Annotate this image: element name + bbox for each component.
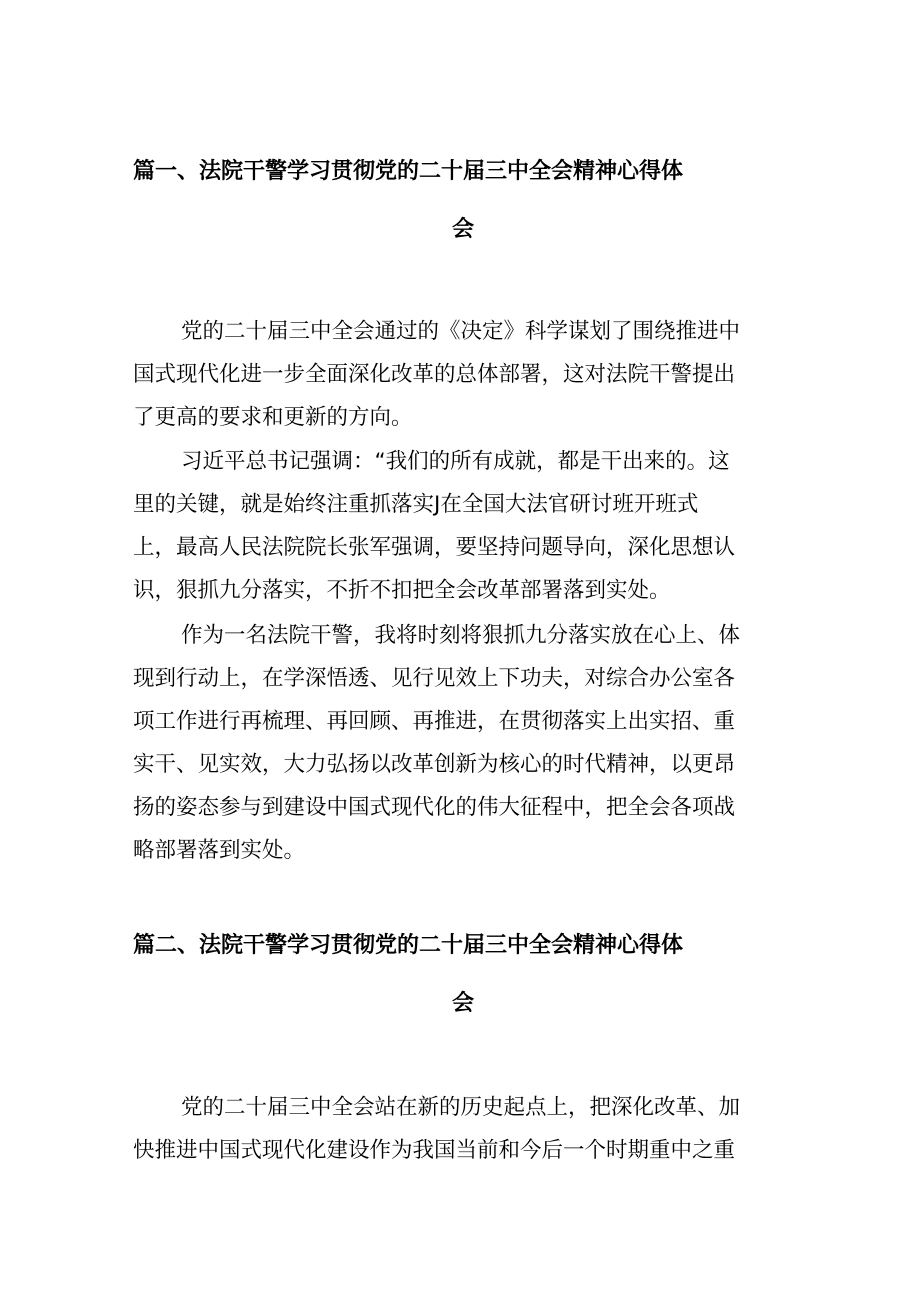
text-line: 略部署落到实处。 (133, 838, 306, 863)
text-line: 识，狠抓九分落实，不折不扣把全会改革部署落到实处。 (133, 578, 671, 603)
section-2-paragraph-1 (133, 1086, 793, 1172)
text-line: 现到行动上，在学深悟透、见行见效上下功夫，对综合办公室各 (133, 666, 736, 691)
text-line: 党的二十届三中全会通过的《决定》科学谋划了围绕推进中 (181, 319, 741, 344)
section-2-heading-line-1: 篇二、法院干警学习贯彻党的二十届三中全会精神心得体 (133, 933, 684, 958)
section-1-heading-line-2: 会 (451, 217, 474, 242)
text-line: 作为一名法院干警，我将时刻将狠抓九分落实放在心上、体 (181, 623, 741, 648)
text-line: 项工作进行再梳理、再回顾、再推进，在贯彻落实上出实招、重 (133, 709, 736, 734)
section-1-heading-line-1: 篇一、法院干警学习贯彻党的二十届三中全会精神心得体 (133, 159, 684, 184)
section-2-heading (133, 917, 793, 1033)
text-line: 实干、见实效，大力弘扬以改革创新为核心的时代精神，以更昂 (133, 752, 736, 777)
text-line: 国式现代化进一步全面深化改革的总体部署，这对法院干警提出 (133, 362, 736, 387)
text-line: 党的二十届三中全会站在新的历史起点上，把深化改革、加 (181, 1095, 741, 1120)
text-line: 里的关键，就是始终注重抓落实J在全国大法官研讨班开班式 (133, 492, 699, 517)
text-line: 快推进中国式现代化建设作为我国当前和今后一个时期重中之重 (133, 1138, 736, 1163)
text-line: 了更高的要求和更新的方向。 (133, 405, 413, 430)
text-line: 习近平总书记强调：“我们的所有成就，都是干出来的。这 (181, 449, 730, 474)
section-2-heading-line-2: 会 (451, 991, 474, 1016)
section-1-paragraph-3 (133, 614, 793, 872)
section-1-heading (133, 143, 793, 259)
text-line: 上，最高人民法院院长张军强调，要坚持问题导向，深化思想认 (133, 535, 736, 560)
section-1-paragraph-1 (133, 310, 793, 439)
section-1-paragraph-2 (133, 440, 793, 612)
text-line: 扬的姿态参与到建设中国式现代化的伟大征程中，把全会各项战 (133, 795, 736, 820)
